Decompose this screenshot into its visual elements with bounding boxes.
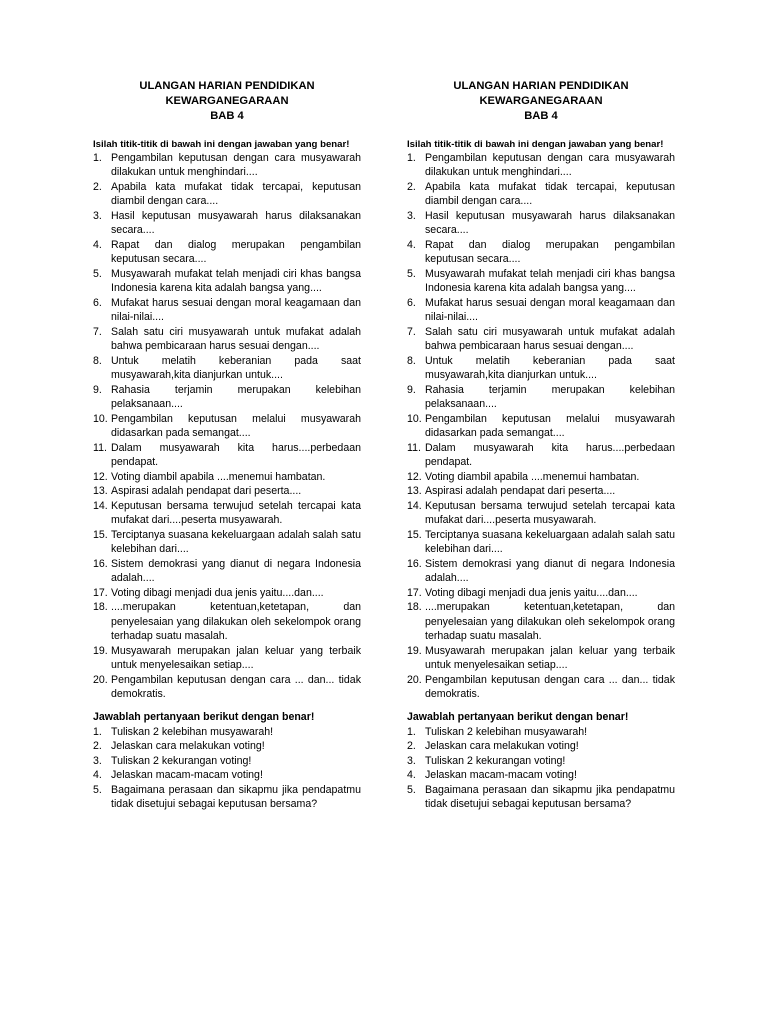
question-number: 9. bbox=[93, 383, 102, 396]
fill-in-question bbox=[93, 180, 361, 209]
essay-question-list bbox=[407, 725, 675, 812]
question-number: 10. bbox=[93, 412, 108, 425]
worksheet-column-left bbox=[93, 79, 361, 812]
question-text: Salah satu ciri musyawarah untuk mufakat adalah bahwa pembicaraan harus sesuai dengan.... bbox=[111, 325, 361, 352]
question-text: Tuliskan 2 kelebihan musyawarah! bbox=[111, 725, 274, 738]
question-text: Untuk melatih keberanian pada saat musyawarah,kita dianjurkan untuk.... bbox=[111, 354, 361, 381]
instruction-fill-in: Isilah titik-titik di bawah ini dengan jawaban yang benar! bbox=[407, 139, 664, 150]
question-text: Jelaskan cara melakukan voting! bbox=[425, 740, 579, 752]
essay-question bbox=[93, 783, 361, 812]
question-number: 15. bbox=[93, 528, 108, 541]
question-number: 3. bbox=[407, 754, 416, 767]
fill-in-question bbox=[407, 484, 675, 499]
question-number: 6. bbox=[93, 296, 102, 309]
question-text: Jelaskan macam-macam voting! bbox=[425, 769, 577, 781]
essay-question bbox=[407, 754, 675, 769]
fill-in-question bbox=[407, 412, 675, 441]
essay-question bbox=[93, 768, 361, 783]
fill-in-question bbox=[407, 499, 675, 528]
question-number: 4. bbox=[407, 238, 416, 251]
question-text: Pengambilan keputusan dengan cara ... dan... tidak demokratis. bbox=[111, 673, 361, 700]
question-text: Voting dibagi menjadi dua jenis yaitu....dan.... bbox=[425, 586, 638, 599]
title-line: KEWARGANEGARAAN bbox=[479, 95, 603, 107]
question-text: Hasil keputusan musyawarah harus dilaksanakan secara.... bbox=[111, 209, 361, 236]
fill-in-question bbox=[93, 441, 361, 470]
question-text: Rahasia terjamin merupakan kelebihan pelaksanaan.... bbox=[111, 383, 361, 410]
question-number: 8. bbox=[407, 354, 416, 367]
fill-in-question bbox=[407, 600, 675, 644]
essay-question bbox=[93, 754, 361, 769]
question-number: 6. bbox=[407, 296, 416, 309]
fill-in-question bbox=[407, 441, 675, 470]
essay-question bbox=[93, 739, 361, 754]
question-text: Terciptanya suasana kekeluargaan adalah salah satu kelebihan dari.... bbox=[425, 528, 675, 555]
fill-in-question bbox=[93, 238, 361, 267]
question-text: Pengambilan keputusan dengan cara ... dan... tidak demokratis. bbox=[425, 673, 675, 700]
question-text: Tuliskan 2 kekurangan voting! bbox=[425, 754, 566, 767]
question-text: Jelaskan cara melakukan voting! bbox=[111, 740, 265, 752]
title-line: BAB 4 bbox=[210, 110, 244, 122]
question-number: 16. bbox=[407, 557, 422, 570]
question-text: Dalam musyawarah kita harus....perbedaan pendapat. bbox=[111, 441, 361, 468]
fill-in-question bbox=[93, 267, 361, 296]
question-number: 17. bbox=[93, 586, 108, 599]
worksheet-column-right bbox=[407, 79, 675, 812]
title-line: ULANGAN HARIAN PENDIDIKAN bbox=[139, 80, 315, 92]
question-number: 2. bbox=[93, 740, 102, 752]
question-text: Voting diambil apabila ....menemui hambatan. bbox=[425, 470, 640, 483]
question-number: 13. bbox=[93, 485, 108, 497]
fill-in-question bbox=[93, 412, 361, 441]
question-text: Aspirasi adalah pendapat dari peserta.... bbox=[425, 485, 616, 497]
fill-in-question bbox=[93, 586, 361, 601]
essay-question bbox=[407, 739, 675, 754]
fill-in-question bbox=[93, 296, 361, 325]
question-text: Apabila kata mufakat tidak tercapai, keputusan diambil dengan cara.... bbox=[425, 180, 675, 207]
fill-in-question bbox=[93, 528, 361, 557]
question-text: Pengambilan keputusan dengan cara musyawarah dilakukan untuk menghindari.... bbox=[111, 151, 361, 178]
question-text: Salah satu ciri musyawarah untuk mufakat adalah bahwa pembicaraan harus sesuai dengan.... bbox=[425, 325, 675, 352]
instruction-essay: Jawablah pertanyaan berikut dengan benar! bbox=[93, 710, 315, 723]
question-number: 10. bbox=[407, 412, 422, 425]
question-text: Musyawarah merupakan jalan keluar yang terbaik untuk menyelesaikan setiap.... bbox=[425, 644, 675, 671]
question-text: Bagaimana perasaan dan sikapmu jika pendapatmu tidak disetujui sebagai keputusan bersama? bbox=[111, 783, 361, 810]
question-number: 3. bbox=[93, 209, 102, 222]
question-text: Jelaskan macam-macam voting! bbox=[111, 769, 263, 781]
fill-in-question bbox=[407, 528, 675, 557]
question-number: 2. bbox=[93, 180, 102, 193]
fill-in-question bbox=[407, 325, 675, 354]
fill-in-question bbox=[407, 267, 675, 296]
question-text: Voting dibagi menjadi dua jenis yaitu....dan.... bbox=[111, 586, 324, 599]
fill-in-question bbox=[93, 383, 361, 412]
fill-in-question bbox=[407, 180, 675, 209]
question-number: 18. bbox=[93, 601, 108, 613]
question-text: Musyawarah mufakat telah menjadi ciri khas bangsa Indonesia karena kita adalah bangsa yang.... bbox=[425, 267, 675, 294]
question-number: 12. bbox=[93, 470, 108, 483]
question-text: Sistem demokrasi yang dianut di negara Indonesia adalah.... bbox=[111, 557, 361, 584]
fill-in-question bbox=[407, 383, 675, 412]
fill-in-question bbox=[93, 600, 361, 644]
fill-in-question bbox=[93, 354, 361, 383]
question-text: Tuliskan 2 kekurangan voting! bbox=[111, 754, 252, 767]
exam-title bbox=[93, 79, 361, 124]
question-number: 7. bbox=[93, 325, 102, 338]
fill-in-question-list bbox=[407, 151, 675, 702]
title-line: BAB 4 bbox=[524, 110, 558, 122]
question-text: Keputusan bersama terwujud setelah tercapai kata mufakat dari....peserta musyawarah. bbox=[425, 499, 675, 526]
question-number: 1. bbox=[93, 725, 102, 738]
question-number: 3. bbox=[407, 209, 416, 222]
question-number: 1. bbox=[407, 725, 416, 738]
question-number: 2. bbox=[407, 740, 416, 752]
fill-in-question bbox=[407, 644, 675, 673]
question-number: 8. bbox=[93, 354, 102, 367]
question-number: 11. bbox=[93, 441, 107, 454]
question-number: 13. bbox=[407, 485, 422, 497]
question-text: Mufakat harus sesuai dengan moral keagamaan dan nilai-nilai.... bbox=[111, 296, 361, 323]
question-number: 4. bbox=[407, 769, 416, 781]
fill-in-question bbox=[407, 238, 675, 267]
question-text: Tuliskan 2 kelebihan musyawarah! bbox=[425, 725, 588, 738]
question-text: Pengambilan keputusan dengan cara musyawarah dilakukan untuk menghindari.... bbox=[425, 151, 675, 178]
title-line: KEWARGANEGARAAN bbox=[165, 95, 289, 107]
question-number: 17. bbox=[407, 586, 422, 599]
question-number: 4. bbox=[93, 238, 102, 251]
essay-question bbox=[407, 783, 675, 812]
essay-question bbox=[407, 768, 675, 783]
question-number: 2. bbox=[407, 180, 416, 193]
fill-in-question bbox=[93, 209, 361, 238]
question-number: 5. bbox=[93, 783, 102, 796]
question-text: Pengambilan keputusan melalui musyawarah didasarkan pada semangat.... bbox=[425, 412, 675, 439]
fill-in-question-list bbox=[93, 151, 361, 702]
question-number: 18. bbox=[407, 601, 422, 613]
exam-title bbox=[407, 79, 675, 124]
fill-in-question bbox=[407, 586, 675, 601]
question-number: 1. bbox=[407, 151, 416, 164]
question-number: 19. bbox=[407, 644, 422, 657]
question-text: Voting diambil apabila ....menemui hambatan. bbox=[111, 470, 326, 483]
question-text: Rapat dan dialog merupakan pengambilan keputusan secara.... bbox=[111, 238, 361, 265]
question-text: ....merupakan ketentuan,ketetapan, dan penyelesaian yang dilakukan oleh sekelompok orang terhadap suatu masalah. bbox=[425, 601, 675, 642]
question-number: 20. bbox=[93, 673, 108, 686]
fill-in-question bbox=[407, 673, 675, 702]
question-number: 3. bbox=[93, 754, 102, 767]
question-text: Bagaimana perasaan dan sikapmu jika pendapatmu tidak disetujui sebagai keputusan bersama? bbox=[425, 783, 675, 810]
question-text: Apabila kata mufakat tidak tercapai, keputusan diambil dengan cara.... bbox=[111, 180, 361, 207]
question-text: Pengambilan keputusan melalui musyawarah didasarkan pada semangat.... bbox=[111, 412, 361, 439]
question-text: Untuk melatih keberanian pada saat musyawarah,kita dianjurkan untuk.... bbox=[425, 354, 675, 381]
question-text: Mufakat harus sesuai dengan moral keagamaan dan nilai-nilai.... bbox=[425, 296, 675, 323]
essay-question-list bbox=[93, 725, 361, 812]
question-text: Musyawarah merupakan jalan keluar yang terbaik untuk menyelesaikan setiap.... bbox=[111, 644, 361, 671]
question-number: 14. bbox=[407, 499, 422, 512]
question-number: 4. bbox=[93, 769, 102, 781]
instruction-fill-in: Isilah titik-titik di bawah ini dengan jawaban yang benar! bbox=[93, 139, 350, 150]
question-number: 11. bbox=[407, 441, 421, 454]
question-number: 19. bbox=[93, 644, 108, 657]
essay-question bbox=[93, 725, 361, 740]
fill-in-question bbox=[93, 151, 361, 180]
fill-in-question bbox=[93, 644, 361, 673]
question-number: 5. bbox=[93, 267, 102, 280]
fill-in-question bbox=[407, 296, 675, 325]
question-text: Aspirasi adalah pendapat dari peserta.... bbox=[111, 485, 302, 497]
question-number: 5. bbox=[407, 783, 416, 796]
question-text: Keputusan bersama terwujud setelah tercapai kata mufakat dari....peserta musyawarah. bbox=[111, 499, 361, 526]
question-text: Musyawarah mufakat telah menjadi ciri khas bangsa Indonesia karena kita adalah bangsa yang.... bbox=[111, 267, 361, 294]
question-text: Dalam musyawarah kita harus....perbedaan pendapat. bbox=[425, 441, 675, 468]
essay-question bbox=[407, 725, 675, 740]
fill-in-question bbox=[93, 325, 361, 354]
question-number: 14. bbox=[93, 499, 108, 512]
question-text: Rahasia terjamin merupakan kelebihan pelaksanaan.... bbox=[425, 383, 675, 410]
fill-in-question bbox=[93, 484, 361, 499]
question-text: Hasil keputusan musyawarah harus dilaksanakan secara.... bbox=[425, 209, 675, 236]
fill-in-question bbox=[407, 470, 675, 485]
fill-in-question bbox=[93, 499, 361, 528]
question-number: 16. bbox=[93, 557, 108, 570]
fill-in-question bbox=[407, 209, 675, 238]
fill-in-question bbox=[93, 673, 361, 702]
question-number: 7. bbox=[407, 325, 416, 338]
question-number: 15. bbox=[407, 528, 422, 541]
fill-in-question bbox=[407, 151, 675, 180]
question-number: 1. bbox=[93, 151, 102, 164]
fill-in-question bbox=[93, 557, 361, 586]
instruction-essay: Jawablah pertanyaan berikut dengan benar! bbox=[407, 710, 629, 723]
question-number: 20. bbox=[407, 673, 422, 686]
question-text: Terciptanya suasana kekeluargaan adalah salah satu kelebihan dari.... bbox=[111, 528, 361, 555]
fill-in-question bbox=[93, 470, 361, 485]
question-text: Rapat dan dialog merupakan pengambilan keputusan secara.... bbox=[425, 238, 675, 265]
question-text: ....merupakan ketentuan,ketetapan, dan penyelesaian yang dilakukan oleh sekelompok orang terhadap suatu masalah. bbox=[111, 601, 361, 642]
question-number: 9. bbox=[407, 383, 416, 396]
question-number: 5. bbox=[407, 267, 416, 280]
fill-in-question bbox=[407, 557, 675, 586]
fill-in-question bbox=[407, 354, 675, 383]
question-text: Sistem demokrasi yang dianut di negara Indonesia adalah.... bbox=[425, 557, 675, 584]
question-number: 12. bbox=[407, 470, 422, 483]
title-line: ULANGAN HARIAN PENDIDIKAN bbox=[453, 80, 629, 92]
